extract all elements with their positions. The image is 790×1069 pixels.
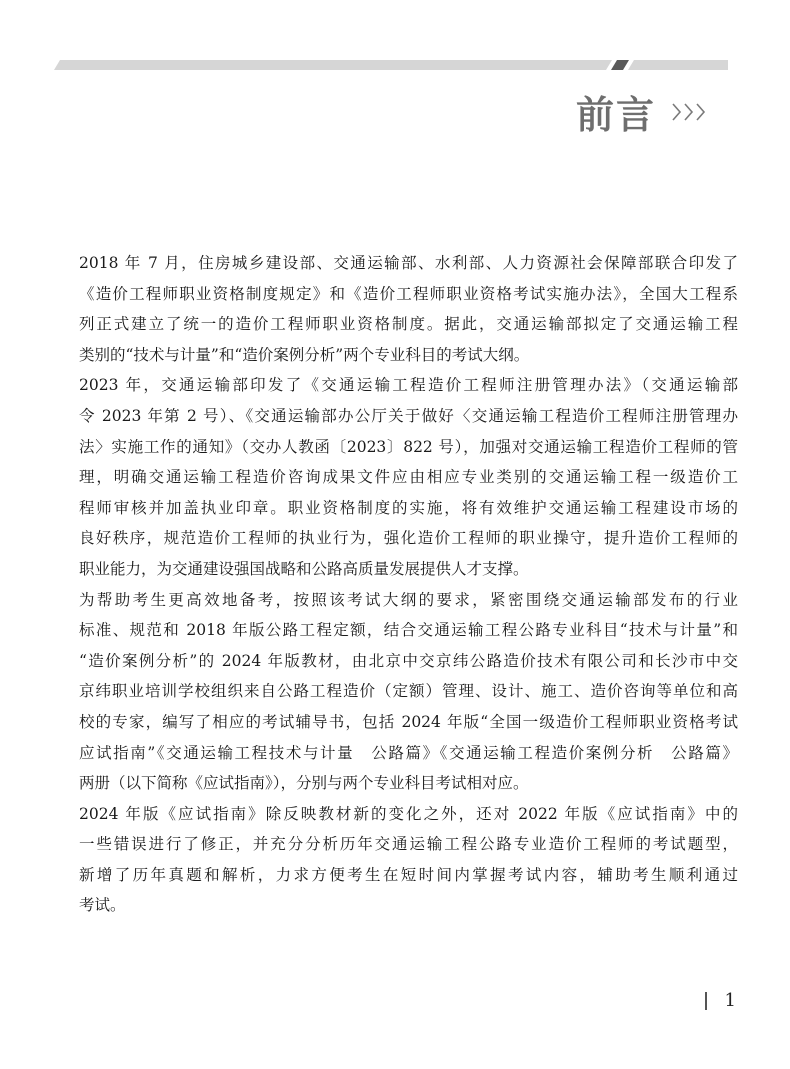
text-line: “造价案例分析”的 2024 年版教材，由北京中交京纬公路造价技术有限公司和长沙市中交 [79,651,738,670]
text-line: 2024 年版《应试指南》除反映教材新的变化之外，还对 2022 年版《应试指南》中的 [79,804,738,823]
text-line: 新增了历年真题和解析，力求方便考生在短时间内掌握考试内容，辅助考生顺利通过 [79,865,738,884]
paragraph-1 [48,248,738,370]
text-line: 2023 年，交通运输部印发了《交通运输工程造价工程师注册管理办法》（交通运输部 [79,376,738,395]
text-line: 校的专家，编写了相应的考试辅导书，包括 2024 年版“全国一级造价工程师职业资格考试 [79,712,738,731]
text-line: 两册（以下简称《应试指南》），分别与两个专业科目考试相对应。 [79,774,529,793]
text-line: 一些错误进行了修正，并充分分析历年交通运输工程公路专业造价工程师的考试题型， [79,835,738,854]
top-decorative-rule [54,60,728,70]
text-line: 标准、规范和 2018 年版公路工程定额，结合交通运输工程公路专业科目“技术与计量”和 [79,621,738,640]
text-line: 令 2023 年第 2 号）、《交通运输部办公厅关于做好〈交通运输工程造价工程师注册管理办 [79,406,738,425]
paragraph-4 [48,799,738,921]
paragraph-3 [48,585,738,799]
text-line: 职业能力，为交通建设强国战略和公路高质量发展提供人才支撑。 [79,559,529,578]
folio-divider [705,992,707,1010]
text-line: 类别的“技术与计量”和“造价案例分析”两个专业科目的考试大纲。 [79,345,530,364]
text-line: 良好秩序，规范造价工程师的执业行为，强化造价工程师的职业操守，提升造价工程师的 [79,529,738,548]
page-number: 1 [724,990,736,1011]
text-line: 《造价工程师职业资格制度规定》和《造价工程师职业资格考试实施办法》，全国大工程系 [79,284,738,303]
text-line: 京纬职业培训学校组织来自公路工程造价（定额）管理、设计、施工、造价咨询等单位和高 [79,682,738,701]
text-line: 程师审核并加盖执业印章。职业资格制度的实施，将有效维护交通运输工程建设市场的 [79,498,738,517]
text-line: 列正式建立了统一的造价工程师职业资格制度。据此，交通运输部拟定了交通运输工程 [79,315,738,334]
page-folio [705,990,736,1011]
text-line: 2018 年 7 月，住房城乡建设部、交通运输部、水利部、人力资源社会保障部联合印发了 [79,254,738,272]
chevrons-right-icon [670,101,710,123]
section-heading [576,84,710,139]
text-line: 考试。 [79,896,126,915]
section-title: 前言 [575,93,656,137]
preface-body [48,248,738,921]
text-line: 理，明确交通运输工程造价咨询成果文件应由相应专业类别的交通运输工程一级造价工 [79,468,738,487]
text-line: 为帮助考生更高效地备考，按照该考试大纲的要求，紧密围绕交通运输部发布的行业 [79,590,738,609]
text-line: 应试指南”《交通运输工程技术与计量 公路篇》《交通运输工程造价案例分析 公路篇》 [79,743,738,762]
text-line: 法〉实施工作的通知》（交办人教函〔2023〕822 号），加强对交通运输工程造价工程师的管 [79,437,738,456]
paragraph-2 [48,370,738,584]
